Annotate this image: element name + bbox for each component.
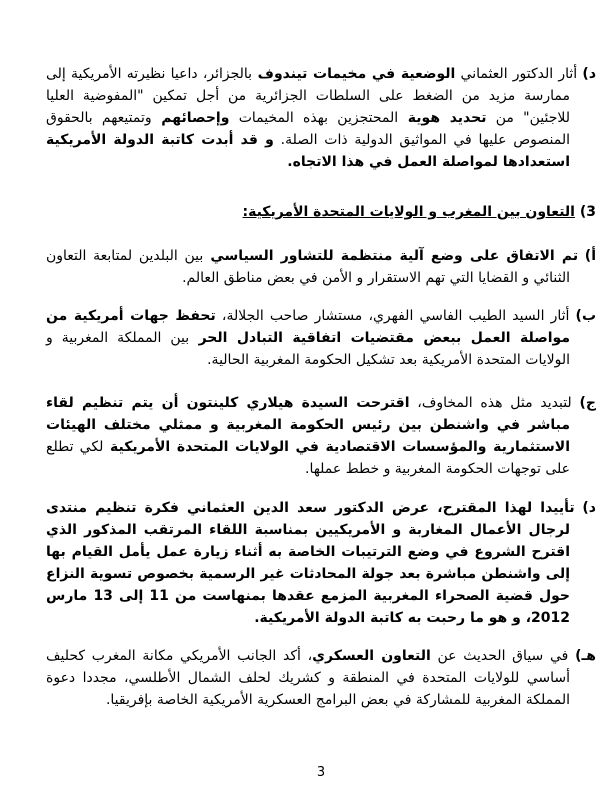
paragraph-ha-text (46, 648, 570, 708)
text-segment: بين المملكة المغربية و الولايات المتحدة الأمريكية بعد تشكيل الحكومة المغربية الحالية. (46, 330, 570, 368)
text-segment: تحفظ جهات أمريكية من مواصلة العمل ببعض مقتضيات اتفاقية التبادل الحر (46, 308, 570, 346)
text-segment: بين البلدين لمتابعة التعاون الثنائي و القضايا التي تهم الاستقرار و الأمن في بعض مناطق العالم. (46, 248, 570, 286)
paragraph-alif (46, 245, 596, 289)
text-segment: أثار الدكتور العثماني (455, 66, 578, 82)
list-marker-dal-2: د) (582, 500, 596, 516)
text-segment: المحتجزين بهذه المخيمات (229, 110, 399, 126)
text-segment: و قد أبدت كاتبة الدولة الأمريكية استعدادها لمواصلة العمل في هذا الاتجاه. (46, 132, 570, 170)
text-segment: اقترحت السيدة هيلاري كلينتون أن يتم تنظيم لقاء مباشر في واشنطن بين رئيس الحكومة المغربية و ممثلي مختلف الهيئات الاستثمارية والمؤسسات الاقتصادية في الولايات المتحدة الأمريكية (46, 395, 571, 455)
paragraph-dal-2 (46, 497, 596, 629)
list-marker-ba: ب) (575, 308, 597, 324)
text-segment: تم الاتفاق على وضع آلية منتظمة للتشاور السياسي (203, 248, 579, 264)
text-segment: وإحصائهم (151, 110, 230, 126)
list-marker-dal-1: د) (582, 66, 597, 82)
text-segment: تأييدا لهذا المقترح، عرض الدكتور سعد الدين العثماني فكرة تنظيم منتدى لرجال الأعمال المغاربة و الأمريكيين بمناسبة اللقاء المرتقب المذكور الذي اقترح الشروع في وضع الترتيبات الخاصة به أثناء زيارة عمل يأمل القيام بها إلى واشنطن مباشرة بعد جولة المحادثات غير الرسمية بخصوص تسوية النزاع حول قضية الصحراء المغربية المزمع عقدها بمنهاست من 11 إلى 13 مارس 2012، و هو ما رحبت به كاتبة الدولة الأمريكية. (46, 500, 575, 626)
text-segment: ، أكد الجانب الأمريكي مكانة المغرب كحليف أساسي للولايات المتحدة في المنطقة و كشريك لحلف الشمال الأطلسي، مجددا دعوة المملكة المغربية للمشاركة في بعض البرامج العسكرية الأمريكية الخاصة بإفريقيا. (46, 648, 570, 708)
paragraph-dal-1 (46, 63, 596, 173)
list-marker-ha: هـ) (575, 648, 596, 664)
text-segment: الوضعية في مخيمات تيندوف (252, 66, 456, 82)
section-title: التعاون بين المغرب و الولايات المتحدة الأمريكية: (242, 204, 575, 220)
paragraph-alif-text (46, 248, 578, 286)
paragraph-ha (46, 645, 596, 711)
text-segment: بالجزائر، داعيا نظيرته الأمريكية إلى ممارسة مزيد من الضغط على السلطات الجزائرية من أجل تمكين "المفوضية العليا للاجئين" من (46, 66, 570, 126)
section-heading (46, 201, 596, 223)
text-segment: في سياق الحديث عن (430, 648, 569, 664)
section-number: 3) (579, 204, 596, 220)
paragraph-ba (46, 305, 596, 371)
paragraph-jim-text (46, 395, 572, 477)
list-marker-alif: أ) (584, 248, 596, 264)
page-number: 3 (316, 765, 326, 780)
text-segment: لكي تطلع على توجهات الحكومة المغربية و خطط عملها. (46, 439, 570, 477)
list-marker-jim: ج) (579, 395, 596, 411)
paragraph-dal-1-text (46, 66, 577, 170)
text-segment: تحديد هوية (398, 110, 487, 126)
text-segment: لتبديد مثل هذه المخاوف، (409, 395, 572, 411)
text-segment: التعاون العسكري (312, 648, 431, 664)
text-segment: أثار السيد الطيب الفاسي الفهري، مستشار صاحب الجلالة، (215, 308, 570, 324)
paragraph-dal-2-text (46, 500, 575, 626)
paragraph-ba-text (46, 308, 570, 368)
paragraph-jim (46, 392, 596, 480)
text-segment: وتمتيعهم بالحقوق المنصوص عليها في المواثيق الدولية ذات الصلة. (46, 110, 570, 148)
